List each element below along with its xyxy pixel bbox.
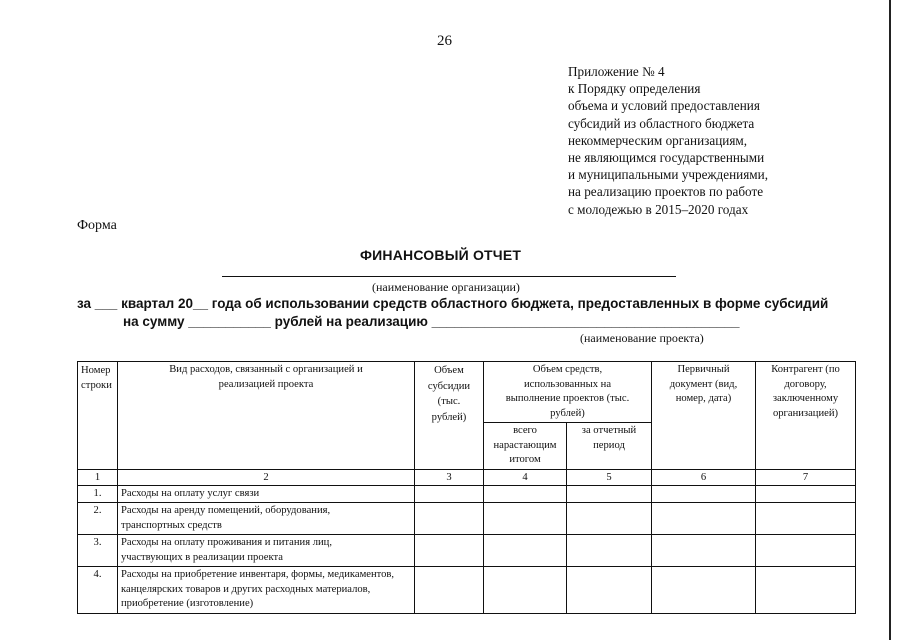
header-used-funds: [484, 362, 652, 423]
table-row: [78, 503, 856, 535]
column-number-row: [78, 469, 856, 485]
empty-cell: [484, 503, 567, 535]
report-amount-line: на сумму ___________ рублей на реализацию _________________________________________: [123, 314, 740, 329]
column-number: 3: [415, 469, 484, 485]
row-expense-text-inner: Расходы на приобретение инвентаря, формы, медикаментов, канцелярских товаров и других расходных материалов, приобретение (изготовление): [121, 569, 395, 609]
appendix-line: с молодежью в 2015–2020 годах: [568, 201, 749, 217]
header-primary-document-text: Первичный документ (вид, номер, дата): [669, 364, 738, 404]
empty-cell: [415, 567, 484, 614]
row-number: 2.: [78, 503, 118, 535]
empty-cell: [484, 567, 567, 614]
row-expense-text-inner: Расходы на оплату проживания и питания лиц, участвующих в реализации проекта: [121, 537, 332, 563]
header-expense-type-text: Вид расходов, связанный с организацией и реализацией проекта: [169, 364, 363, 390]
empty-cell: [652, 485, 756, 503]
report-period-line: за ___ квартал 20__ года об использовании средств областного бюджета, предоставленных в форме субсидий: [77, 296, 829, 311]
appendix-line: не являющимся государственными: [568, 150, 765, 166]
empty-cell: [567, 567, 652, 614]
header-primary-document: [652, 362, 756, 470]
header-for-period-text: за отчетный период: [581, 425, 637, 451]
table-row: [78, 485, 856, 503]
header-for-period: [567, 423, 652, 470]
empty-cell: [415, 485, 484, 503]
empty-cell: [567, 535, 652, 567]
header-total-cumulative-text: всего нарастающим итогом: [493, 425, 557, 465]
form-label: Форма: [77, 218, 117, 233]
row-number: 4.: [78, 567, 118, 614]
empty-cell: [484, 485, 567, 503]
project-caption: (наименование проекта): [580, 331, 704, 345]
empty-cell: [756, 567, 856, 614]
appendix-line: на реализацию проектов по работе: [568, 184, 764, 200]
row-number: 1.: [78, 485, 118, 503]
row-expense-text-inner: Расходы на аренду помещений, оборудования, транспортных средств: [121, 505, 331, 531]
column-number: 7: [756, 469, 856, 485]
row-number: 3.: [78, 535, 118, 567]
appendix-block: [568, 63, 868, 218]
appendix-line: субсидий из областного бюджета: [568, 115, 755, 131]
appendix-line: к Порядку определения: [568, 81, 701, 97]
column-number: 2: [118, 469, 415, 485]
table-row: [78, 535, 856, 567]
row-expense-text: [118, 503, 415, 535]
table-header-row: [78, 362, 856, 423]
report-title: ФИНАНСОВЫЙ ОТЧЕТ: [360, 247, 522, 263]
column-number: 5: [567, 469, 652, 485]
empty-cell: [567, 503, 652, 535]
empty-cell: [652, 567, 756, 614]
appendix-line: объема и условий предоставления: [568, 98, 760, 114]
header-used-funds-text: Объем средств, использованных на выполнение проектов (тыс. рублей): [505, 364, 630, 419]
appendix-line: и муниципальными учреждениями,: [568, 167, 768, 183]
header-row-number: Номер строки: [78, 362, 118, 470]
appendix-line: некоммерческим организациям,: [568, 132, 748, 148]
empty-cell: [756, 485, 856, 503]
header-counterparty-text: Контрагент (по договору, заключенному организацией): [771, 364, 840, 419]
header-expense-type: [118, 362, 415, 470]
empty-cell: [567, 485, 652, 503]
column-number: 6: [652, 469, 756, 485]
header-subsidy-volume-text: Объем субсидии (тыс. рублей): [427, 365, 471, 423]
row-expense-text: Расходы на оплату услуг связи: [118, 485, 415, 503]
empty-cell: [415, 535, 484, 567]
empty-cell: [415, 503, 484, 535]
empty-cell: [652, 503, 756, 535]
row-expense-text: [118, 535, 415, 567]
organization-caption: (наименование организации): [372, 280, 520, 294]
page-edge-line: [889, 0, 891, 640]
row-expense-text: [118, 567, 415, 614]
appendix-line: Приложение № 4: [568, 64, 665, 79]
column-number: 1: [78, 469, 118, 485]
column-number: 4: [484, 469, 567, 485]
financial-report-table: [77, 361, 856, 614]
empty-cell: [756, 503, 856, 535]
header-counterparty: [756, 362, 856, 470]
header-total-cumulative: [484, 423, 567, 470]
organization-name-line: [222, 276, 676, 277]
table-row: [78, 567, 856, 614]
empty-cell: [484, 535, 567, 567]
empty-cell: [652, 535, 756, 567]
page-number: 26: [437, 33, 452, 49]
empty-cell: [756, 535, 856, 567]
header-subsidy-volume: [415, 362, 484, 470]
